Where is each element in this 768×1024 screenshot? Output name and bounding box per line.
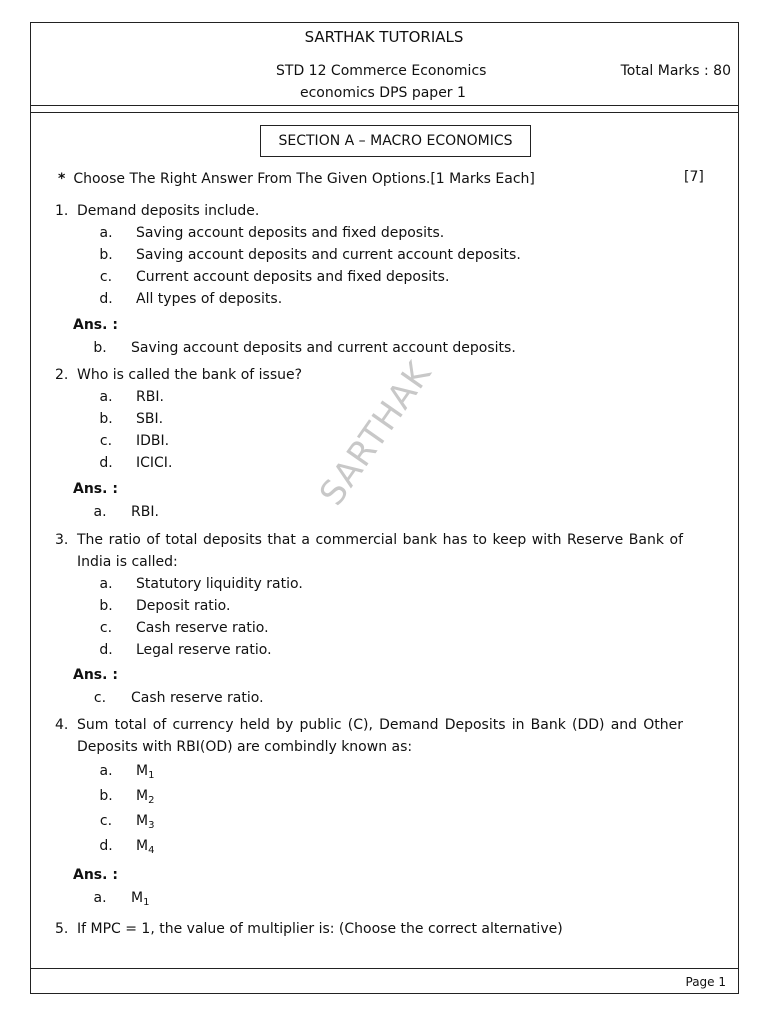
option-text: Legal reserve ratio. xyxy=(136,642,272,658)
class-subject: STD 12 Commerce Economics xyxy=(276,63,487,79)
option-letter: c. xyxy=(99,269,113,285)
option-letter: d. xyxy=(99,455,113,471)
question-text: Who is called the bank of issue? xyxy=(77,367,303,383)
footer-divider xyxy=(30,968,739,969)
answer-text: Cash reserve ratio. xyxy=(131,690,264,706)
question-number: 4. xyxy=(55,717,69,733)
answer-label: Ans. : xyxy=(73,667,118,683)
question-4 xyxy=(55,714,683,758)
option-text: Cash reserve ratio. xyxy=(136,620,269,636)
option-text: IDBI. xyxy=(136,433,170,449)
option-text: Current account deposits and fixed deposits. xyxy=(136,269,450,285)
answer-text: RBI. xyxy=(131,504,159,520)
answer-text: $M_1$ xyxy=(131,890,150,908)
option-text: SBI. xyxy=(136,411,164,427)
question-text: Demand deposits include. xyxy=(77,203,260,219)
answer-letter: b. xyxy=(93,340,107,356)
question-5 xyxy=(55,918,683,940)
option-text: All types of deposits. xyxy=(136,291,283,307)
paper-name: economics DPS paper 1 xyxy=(300,85,466,101)
institute-title: SARTHAK TUTORIALS xyxy=(304,28,464,46)
option-letter: c. xyxy=(99,620,113,636)
question-3 xyxy=(55,529,683,573)
instruction xyxy=(58,171,535,187)
option-letter: b. xyxy=(99,598,113,614)
option-letter: a. xyxy=(99,576,113,592)
answer-label: Ans. : xyxy=(73,867,118,883)
option-text: Saving account deposits and current account deposits. xyxy=(136,247,521,263)
answer-text: Saving account deposits and current account deposits. xyxy=(131,340,516,356)
answer-letter: c. xyxy=(93,690,107,706)
option-text: $M_4$ xyxy=(136,838,155,856)
option-text: RBI. xyxy=(136,389,164,405)
option-text: Saving account deposits and fixed deposits. xyxy=(136,225,445,241)
question-number: 5. xyxy=(55,921,69,937)
question-1 xyxy=(55,200,683,222)
question-number: 2. xyxy=(55,367,69,383)
option-letter: b. xyxy=(99,411,113,427)
instruction-text: Choose The Right Answer From The Given Options.[1 Marks Each] xyxy=(73,171,535,187)
option-letter: d. xyxy=(99,838,113,854)
option-letter: b. xyxy=(99,788,113,804)
option-text: $M_2$ xyxy=(136,788,155,806)
answer-letter: a. xyxy=(93,504,107,520)
option-letter: a. xyxy=(99,763,113,779)
question-text: The ratio of total deposits that a commercial bank has to keep with Reserve Bank of India is called: xyxy=(77,532,683,570)
option-letter: b. xyxy=(99,247,113,263)
question-text: If MPC = 1, the value of multiplier is: (Choose the correct alternative) xyxy=(77,921,563,937)
option-letter: a. xyxy=(99,389,113,405)
option-text: $M_1$ xyxy=(136,763,155,781)
instruction-marks: [7] xyxy=(684,169,704,185)
option-letter: a. xyxy=(99,225,113,241)
page-number: Page 1 xyxy=(685,975,726,989)
option-text: Statutory liquidity ratio. xyxy=(136,576,303,592)
question-number: 1. xyxy=(55,203,69,219)
option-text: Deposit ratio. xyxy=(136,598,231,614)
option-letter: c. xyxy=(99,813,113,829)
option-letter: d. xyxy=(99,291,113,307)
answer-label: Ans. : xyxy=(73,481,118,497)
answer-letter: a. xyxy=(93,890,107,906)
question-text: Sum total of currency held by public (C), Demand Deposits in Bank (DD) and Other Deposits with RBI(OD) are combindly known as: xyxy=(77,717,683,755)
watermark: SARTHAK xyxy=(312,354,440,513)
question-number: 3. xyxy=(55,532,69,548)
question-2 xyxy=(55,364,683,386)
option-letter: d. xyxy=(99,642,113,658)
header-divider-bottom xyxy=(30,112,739,113)
header-divider-top xyxy=(30,105,739,106)
star-bullet: * xyxy=(58,171,66,187)
total-marks: Total Marks : 80 xyxy=(620,63,731,79)
answer-label: Ans. : xyxy=(73,317,118,333)
option-text: $M_3$ xyxy=(136,813,155,831)
option-text: ICICI. xyxy=(136,455,173,471)
option-letter: c. xyxy=(99,433,113,449)
section-title: SECTION A – MACRO ECONOMICS xyxy=(260,125,531,157)
